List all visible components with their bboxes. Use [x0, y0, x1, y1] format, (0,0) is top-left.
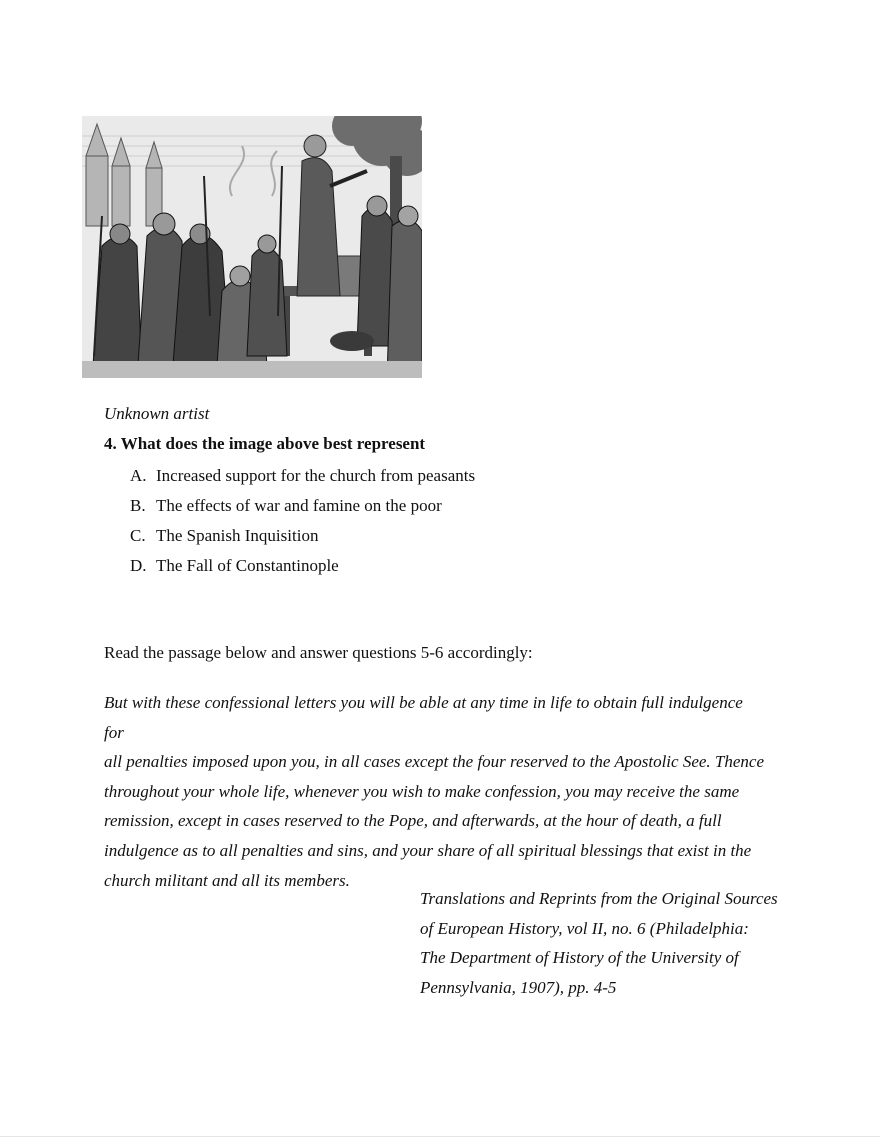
passage-line: indulgence as to all penalties and sins, and your share of all spiritual blessings that exist in the [104, 840, 752, 860]
engraving-image [82, 116, 422, 378]
passage-line: remission, except in cases reserved to the Pope, and afterwards, at the hour of death, a full [104, 811, 722, 831]
passage-line: all penalties imposed upon you, in all cases except the four reserved to the Apostolic See. Thence [104, 752, 765, 772]
option-text: The Fall of Constantinople [156, 556, 339, 575]
answer-option-c[interactable] [130, 523, 475, 553]
citation-line: of European History, vol II, no. 6 (Philadelphia: [420, 918, 749, 938]
image-caption: Unknown artist [104, 404, 210, 423]
citation-line: Translations and Reprints from the Original Sources [420, 889, 778, 908]
option-letter: C. [130, 526, 146, 545]
answer-option-d[interactable] [130, 553, 475, 583]
answer-options [130, 463, 475, 583]
option-letter: A. [130, 466, 147, 485]
question-4-prompt: 4. What does the image above best represent [104, 434, 426, 453]
passage-line: church militant and all its members. [104, 870, 350, 890]
quoted-passage [104, 688, 764, 895]
passage-intro: Read the passage below and answer questions 5-6 accordingly: [104, 643, 533, 662]
answer-option-b[interactable] [130, 493, 475, 523]
option-text: The effects of war and famine on the poor [156, 496, 442, 515]
citation-line: The Department of History of the University of [420, 948, 739, 968]
passage-line: But with these confessional letters you will be able at any time in life to obtain full indulgence for [104, 693, 743, 742]
engraving-illustration [82, 116, 422, 378]
source-citation [420, 884, 800, 1002]
citation-line: Pennsylvania, 1907), pp. 4-5 [420, 977, 617, 997]
option-letter: D. [130, 556, 147, 575]
page-bottom-divider [0, 1136, 880, 1137]
passage-line: throughout your whole life, whenever you wish to make confession, you may receive the same [104, 781, 740, 801]
answer-option-a[interactable] [130, 463, 475, 493]
option-text: Increased support for the church from peasants [156, 466, 476, 485]
option-text: The Spanish Inquisition [156, 526, 319, 545]
option-letter: B. [130, 496, 146, 515]
